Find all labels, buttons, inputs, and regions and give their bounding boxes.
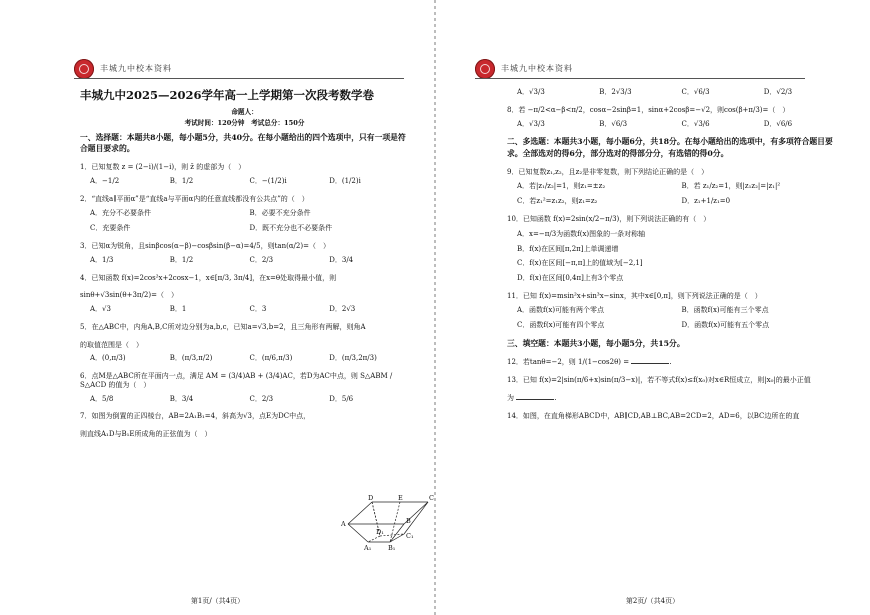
option: A．√3 xyxy=(90,305,111,314)
figure-label: C₁ xyxy=(406,532,414,540)
question-2: 2．“直线a∥平面α”是“直线a与平面α内的任意直线都没有公共点”的（ ） xyxy=(80,194,309,203)
question-13-cont: 为 . xyxy=(507,393,557,402)
question-9-options xyxy=(517,182,846,207)
section-1-heading: 一、选择题：本题共8小题，每小题5分，共40分。在每小题给出的四个选项中，只有一项是符合题目要求的。 xyxy=(80,132,406,154)
header-divider xyxy=(475,78,805,79)
question-1-options xyxy=(90,177,409,186)
school-note: 丰城九中校本资料 xyxy=(100,64,172,73)
figure-label: C xyxy=(429,494,434,502)
header-divider xyxy=(74,78,404,79)
option: D．2√3 xyxy=(329,305,356,314)
option: A．√3/3 xyxy=(517,119,545,128)
option: D．z₁+1/z₁=0 xyxy=(681,197,731,206)
question-7: 7．如图为倒置的正四棱台，AB=2A₁B₁=4，斜高为√3，点E为DC中点， xyxy=(80,412,311,421)
frustum-figure xyxy=(340,492,435,554)
page-2 xyxy=(435,0,870,615)
figure-label: D₁ xyxy=(376,528,384,536)
option: B．必要不充分条件 xyxy=(249,208,311,217)
figure-label: D xyxy=(368,494,374,502)
option: D．√6/6 xyxy=(763,119,793,128)
page-2-footer: 第2页/（共4页） xyxy=(625,597,680,605)
option: B．函数f(x)可能有三个零点 xyxy=(681,305,769,314)
question-6: 6．点M是△ABC所在平面内一点，满足 AM = (3/4)AB + (3/4)AC，若D为AC中点，则 S△ABM / S△ACD 的值为（ ） xyxy=(80,372,393,389)
exam-info: 考试时间：120分钟 考试总分：150分 xyxy=(184,118,305,127)
question-4-cont: sinθ+√3sin(θ+3π/2)=（ ） xyxy=(80,291,178,300)
option: D．(1/2)i xyxy=(329,177,361,186)
question-8: 8．若 −π/2<α−β<π/2，cosα−2sinβ=1，sinα+2cosβ=−√2，则cos(β+π/3)=（ ） xyxy=(507,105,790,114)
option: C．2/3 xyxy=(249,255,274,264)
option: D．√2/3 xyxy=(763,88,793,96)
exam-author: 命题人： xyxy=(231,108,258,117)
option: C．若z₁²=z₁z₂，则z₁=z₂ xyxy=(517,197,598,206)
option: C．充要条件 xyxy=(90,224,131,233)
question-3: 3．已知α为锐角，且sinβcos(α−β)−cosβsin(β−α)=4/5，则tan(α/2)=（ ） xyxy=(80,242,330,251)
question-6-options xyxy=(90,395,409,404)
option: B．1 xyxy=(169,305,187,314)
figure-label: B xyxy=(406,517,411,525)
question-4: 4．已知函数 f(x)=2cos²x+2cosx−1，x∈[π/3, 3π/4]，在x=θ处取得最小值，则 xyxy=(80,273,337,282)
option: C．2/3 xyxy=(249,394,274,403)
option: A．若|z₁/z₂|=1，则z₁=±z₂ xyxy=(517,181,606,190)
question-2-options xyxy=(90,209,409,234)
option: D．(π/3,2π/3) xyxy=(329,354,377,363)
option: D．既不充分也不必要条件 xyxy=(249,224,333,233)
school-note: 丰城九中校本资料 xyxy=(501,64,573,73)
question-4-options xyxy=(90,305,409,314)
option: D．3/4 xyxy=(329,255,354,264)
question-13: 13．已知 f(x)=2|sin(π/6+x)sin(π/3−x)|，若不等式f(x)≤f(x₀)对x∈R恒成立，则|x₀|的最小正值 xyxy=(507,376,811,385)
question-5: 5．在△ABC中，内角A,B,C所对边分别为a,b,c，已知a=√3,b=2，且三角形有两解，则角A xyxy=(80,322,366,331)
question-10: 10．已知函数 f(x)=2sin(x/2−π/3)，则下列说法正确的有（ ） xyxy=(507,215,711,224)
question-5-cont: 的取值范围是（ ） xyxy=(80,340,143,349)
figure-label: E xyxy=(398,494,403,502)
question-11-options xyxy=(517,306,846,331)
answer-blank xyxy=(516,399,554,400)
question-11: 11．已知 f(x)=msin²x+sin³x−sinx，其中x∈[0,π]，则下列说法正确的是（ ） xyxy=(507,291,762,300)
question-5-options xyxy=(90,354,409,363)
option: C．函数f(x)可能有四个零点 xyxy=(517,321,605,330)
option: B．f(x)在区间[π,2π]上单调递增 xyxy=(517,244,619,253)
question-14: 14．如图，在直角梯形ABCD中，AB∥CD,AB⊥BC,AB=2CD=2，AD=6，以BC边所在的直 xyxy=(507,411,800,420)
option: D．函数f(x)可能有五个零点 xyxy=(681,321,770,330)
question-1: 1．已知复数 z = (2−i)/(1−i)，则 z̄ 的虚部为（ ） xyxy=(80,163,246,172)
section-3-heading: 三、填空题：本题共3小题，每小题5分，共15分。 xyxy=(507,339,685,349)
answer-blank xyxy=(631,363,669,364)
question-3-options xyxy=(90,256,409,265)
option: A．充分不必要条件 xyxy=(90,208,152,217)
option: D．5/6 xyxy=(329,394,354,403)
option: D．f(x)在区间[0,4π]上有3个零点 xyxy=(517,274,624,283)
school-logo-icon xyxy=(74,59,94,79)
section-2-heading: 二、多选题：本题共3小题，每小题6分，共18分。在每小题给出的选项中，有多项符合题目要求。全部选对的得6分，部分选对的得部分分，有选错的得0分。 xyxy=(507,137,833,158)
figure-label: A xyxy=(341,520,346,528)
option: B．3/4 xyxy=(169,394,194,403)
option: B．2√3/3 xyxy=(599,88,632,96)
question-8-options xyxy=(517,120,846,129)
option: C．(π/6,π/3) xyxy=(249,354,293,363)
question-13-text: 为 xyxy=(507,393,514,402)
option: A．函数f(x)可能有两个零点 xyxy=(517,305,605,314)
option: B．1/2 xyxy=(169,177,194,186)
option: B．(π/3,π/2) xyxy=(169,354,213,363)
option: B．若 z₁/z₂=1，则|z₁z₂|=|z₁|² xyxy=(681,181,781,190)
option: C．−(1/2)i xyxy=(249,177,287,186)
question-7-options xyxy=(517,88,846,97)
figure-label: A₁ xyxy=(364,544,372,552)
option: C．√6/3 xyxy=(681,88,710,96)
option: A．√3/3 xyxy=(517,88,545,96)
figure-label: B₁ xyxy=(388,544,396,552)
option: B．√6/3 xyxy=(599,119,628,128)
option: A．1/3 xyxy=(90,255,114,264)
question-9: 9．已知复数z₁,z₂，且z₂是非零复数，则下列结论正确的是（ ） xyxy=(507,167,709,176)
option: C．3 xyxy=(249,305,267,314)
page-2-content xyxy=(507,86,846,424)
exam-title: 丰城九中2025—2026学年高一上学期第一次段考数学卷 xyxy=(80,88,375,102)
page-1-footer: 第1页/（共4页） xyxy=(190,597,245,605)
option: C．√3/6 xyxy=(681,119,710,128)
option: A．x=−π/3为函数f(x)图象的一条对称轴 xyxy=(517,229,646,238)
page-1-content xyxy=(80,86,409,443)
page-header xyxy=(74,60,404,82)
question-7-cont: 则直线A₁D与B₁E所成角的正弦值为（ ） xyxy=(80,430,212,439)
question-12-text: 12．若tanθ=−2，则 1/(1−cos2θ) = xyxy=(507,358,630,367)
option: C．f(x)在区间[−π,π]上的值域为[−2,1] xyxy=(517,259,643,268)
question-12: 12．若tanθ=−2，则 1/(1−cos2θ) = . xyxy=(507,358,672,367)
option: B．1/2 xyxy=(169,255,194,264)
school-logo-icon xyxy=(475,59,495,79)
option: A．−1/2 xyxy=(90,177,120,186)
page-header xyxy=(475,60,805,82)
option: A．5/8 xyxy=(90,394,114,403)
option: A．(0,π/3) xyxy=(90,354,126,363)
